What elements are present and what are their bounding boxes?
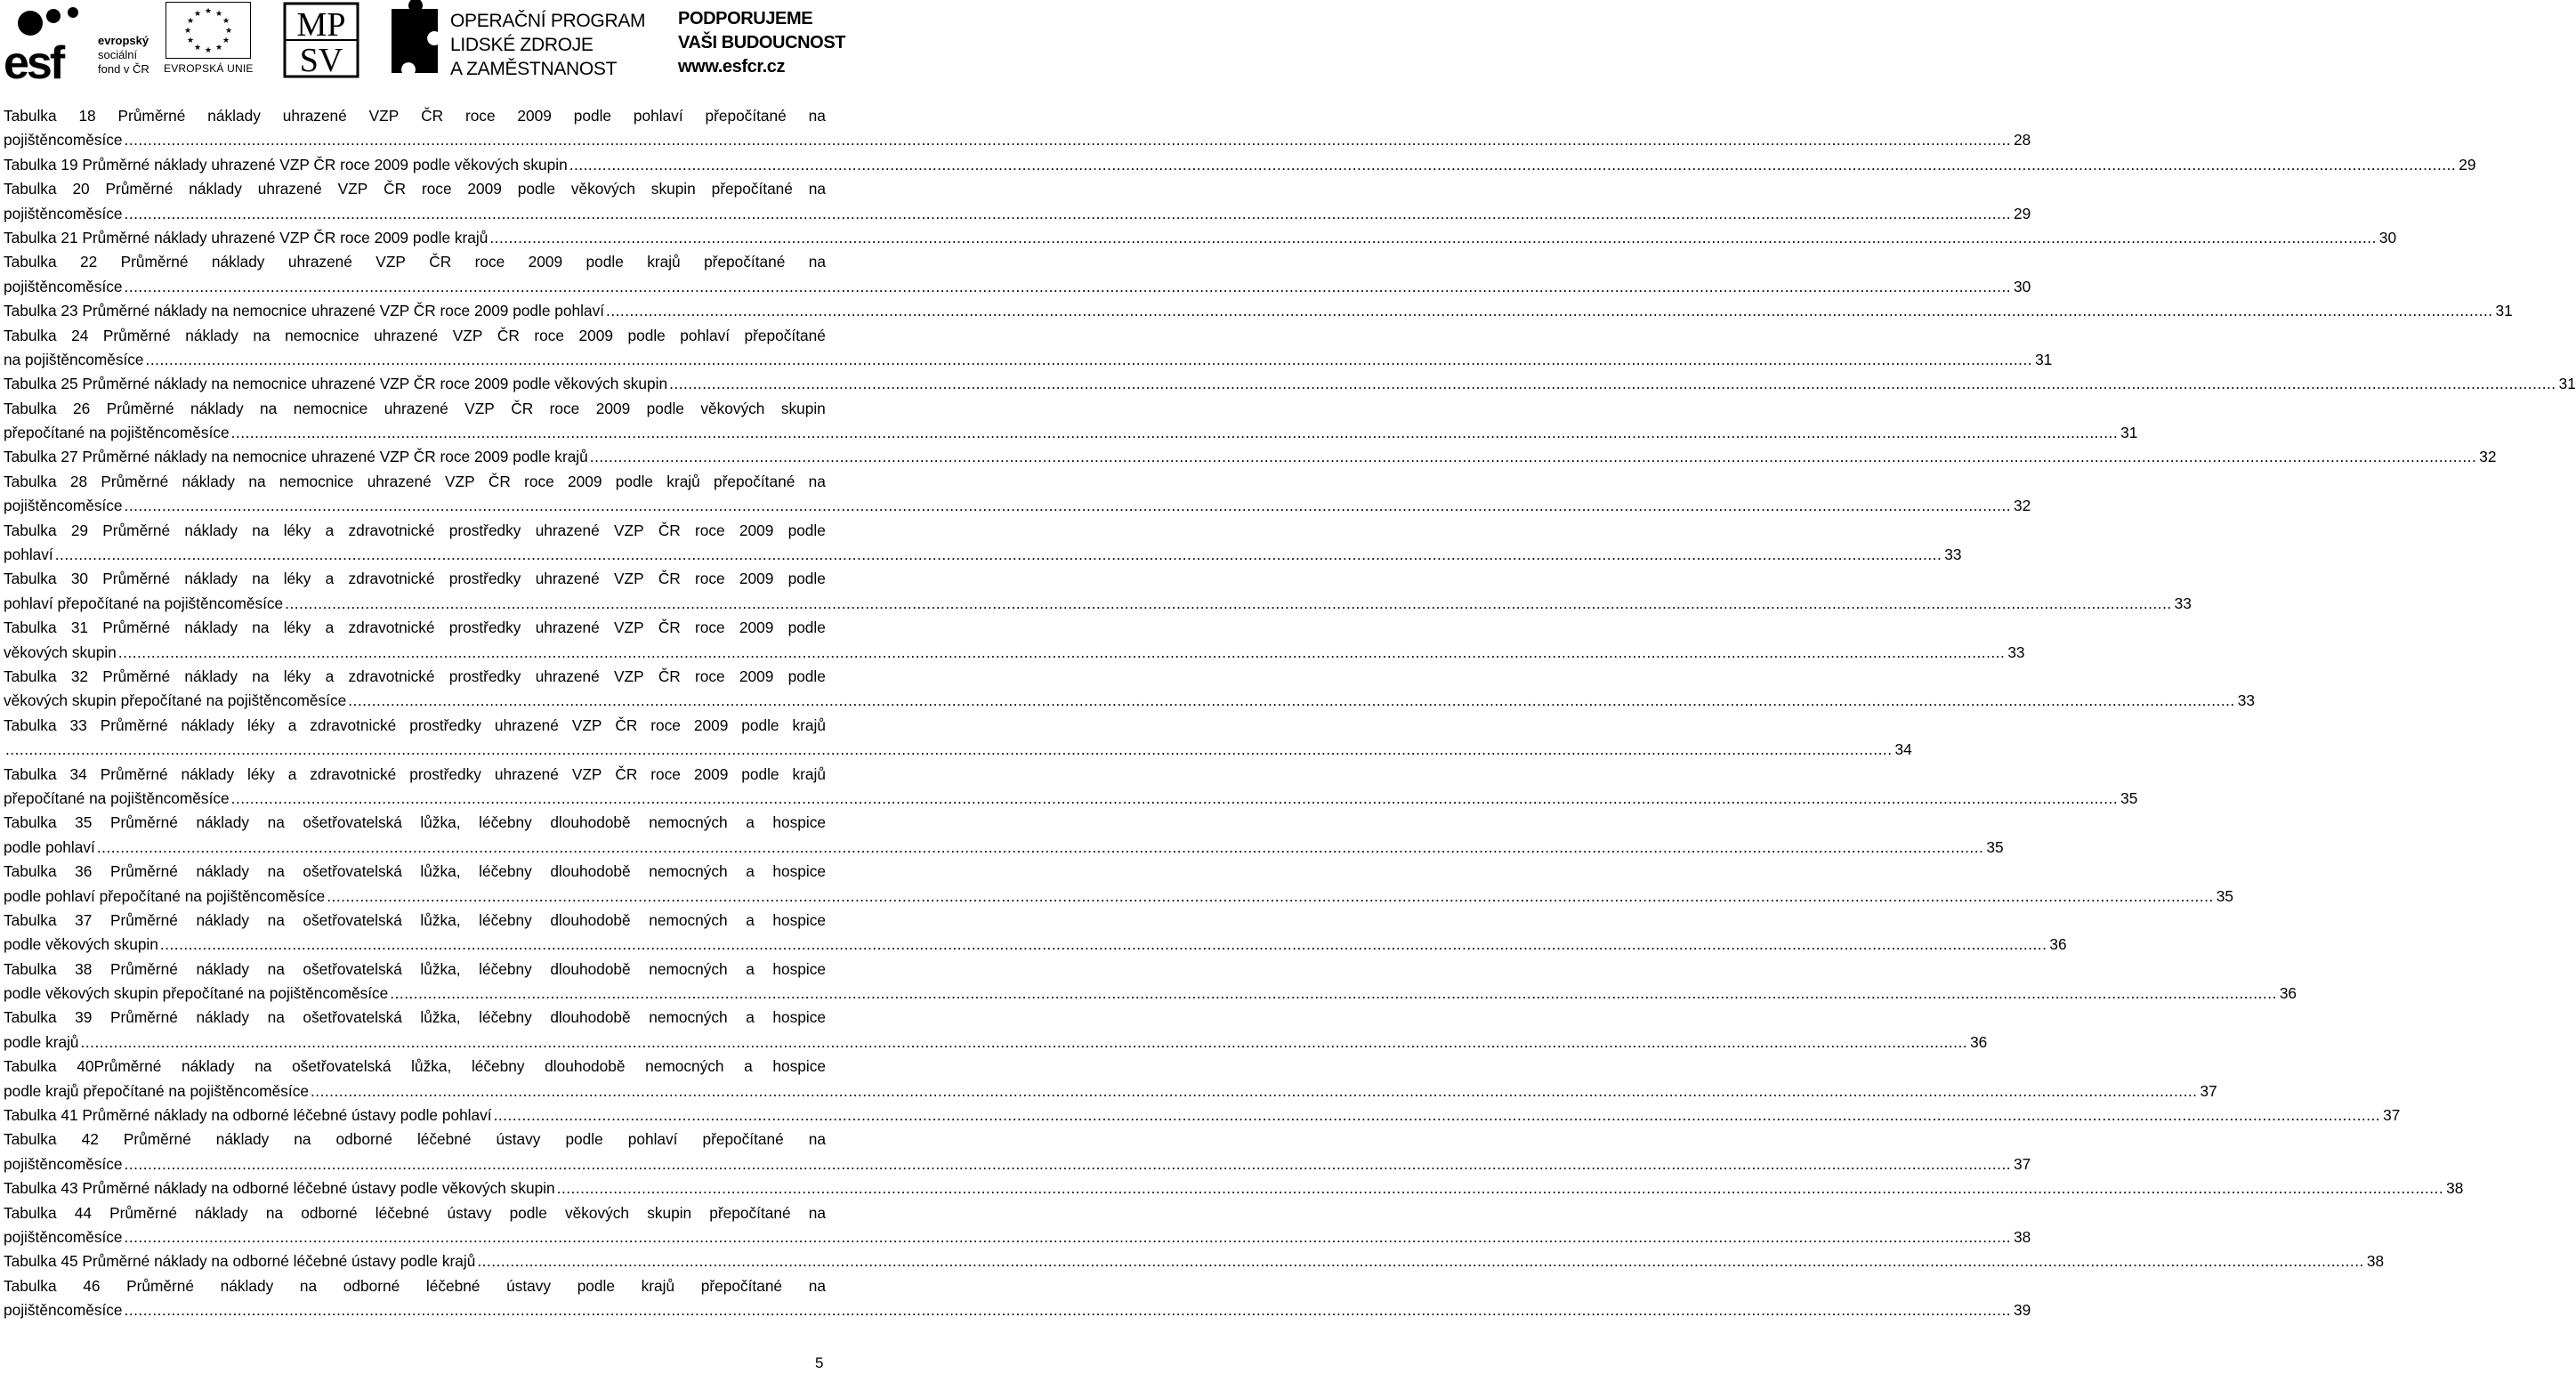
toc-entry[interactable] [4, 372, 2576, 396]
toc-entry-title: pohlaví [4, 546, 53, 564]
toc-dot-leader: ................................................................................................................................................................................................................................................................................................................................................................................................................ [390, 984, 2277, 1003]
toc-entry[interactable] [4, 470, 2031, 519]
toc-entry-title: Tabulka 41 Průměrné náklady na odborné léčebné ústavy podle pohlaví [4, 1106, 492, 1125]
toc-entry[interactable] [4, 1127, 2031, 1176]
toc-dot-leader: ................................................................................................................................................................................................................................................................................................................................................................................................................ [124, 277, 2012, 295]
toc-entry-line: Tabulka 30 Průměrné náklady na léky a zdravotnické prostředky uhrazené VZP ČR roce 2009 podle [4, 570, 826, 588]
toc-dot-leader: ................................................................................................................................................................................................................................................................................................................................................................................................................ [124, 1227, 2012, 1246]
toc-page-number: 38 [2446, 1179, 2464, 1198]
toc-entry-last-line [4, 299, 2513, 323]
toc-entry-title: pojištěncoměsíce [4, 1301, 123, 1320]
toc-page-number: 37 [2383, 1106, 2401, 1125]
toc-entry-title: pojištěncoměsíce [4, 497, 123, 515]
toc-entry[interactable] [4, 616, 2025, 665]
toc-entry-title: přepočítané na pojištěncoměsíce [4, 788, 230, 807]
toc-dot-leader: ................................................................................................................................................................................................................................................................................................................................................................................................................ [54, 546, 1942, 564]
toc-entry[interactable] [4, 299, 2513, 323]
svg-text:★: ★ [214, 10, 223, 19]
toc-entry-line: Tabulka 31 Průměrné náklady na léky a zdravotnické prostředky uhrazené VZP ČR roce 2009 podle [4, 618, 826, 637]
toc-entry-line: Tabulka 28 Průměrné náklady na nemocnice uhrazené VZP ČR roce 2009 podle krajů přepočítané na [4, 472, 826, 490]
toc-entry-title: přepočítané na pojištěncoměsíce [4, 424, 230, 442]
svg-text:★: ★ [222, 36, 230, 45]
toc-entry-line: Tabulka 33 Průměrné náklady léky a zdravotnické prostředky uhrazené VZP ČR roce 2009 podle krajů [4, 715, 826, 734]
toc-dot-leader: ................................................................................................................................................................................................................................................................................................................................................................................................................ [124, 1301, 2012, 1320]
toc-entry-title: podle pohlaví [4, 837, 95, 856]
svg-text:★: ★ [204, 46, 213, 55]
toc-entry-last-line [4, 1152, 2031, 1176]
toc-dot-leader: ................................................................................................................................................................................................................................................................................................................................................................................................................ [96, 837, 1984, 856]
mpsv-top-text: MP [296, 6, 346, 44]
toc-entry-title: věkových skupin [4, 643, 117, 661]
toc-page-number: 33 [2007, 643, 2025, 661]
toc-dot-leader: ................................................................................................................................................................................................................................................................................................................................................................................................................ [589, 448, 2477, 466]
toc-page-number: 38 [2014, 1227, 2031, 1246]
toc-entry[interactable] [4, 519, 1962, 568]
esf-line-2: sociální [98, 48, 138, 61]
op-lzz-logo [388, 5, 655, 80]
toc-page-number: 38 [2366, 1252, 2385, 1271]
toc-entry-last-line [4, 738, 1912, 762]
toc-entry[interactable] [4, 714, 1912, 763]
toc-entry-last-line [4, 787, 2138, 811]
toc-page-number: 30 [2378, 228, 2397, 247]
toc-entry-line: Tabulka 40Průměrné náklady na ošetřovatelská lůžka, léčebny dlouhodobě nemocných a hospice [4, 1057, 826, 1076]
svg-text:★: ★ [193, 10, 202, 19]
toc-page-number: 28 [2014, 131, 2031, 150]
toc-entry-title: podle krajů přepočítané na pojištěncoměsíce [4, 1081, 309, 1100]
toc-dot-leader: ................................................................................................................................................................................................................................................................................................................................................................................................................ [5, 740, 1893, 759]
svg-text:★: ★ [214, 44, 223, 53]
header-logo-bar [0, 0, 854, 89]
toc-entry-last-line [4, 275, 2031, 299]
toc-entry-line: Tabulka 36 Průměrné náklady na ošetřovatelská lůžka, léčebny dlouhodobě nemocných a hospice [4, 862, 826, 881]
toc-entry-last-line [4, 1030, 1988, 1055]
toc-entry-title: Tabulka 45 Průměrné náklady na odborné léčebné ústavy podle krajů [4, 1252, 476, 1271]
toc-entry-last-line [4, 1176, 2464, 1200]
toc-dot-leader: ................................................................................................................................................................................................................................................................................................................................................................................................................ [327, 886, 2214, 905]
toc-entry[interactable] [4, 1103, 2401, 1127]
toc-dot-leader: ................................................................................................................................................................................................................................................................................................................................................................................................................ [348, 691, 2235, 710]
toc-entry-last-line [4, 1225, 2031, 1249]
toc-page-number: 30 [2014, 277, 2031, 295]
toc-entry-line: Tabulka 24 Průměrné náklady na nemocnice uhrazené VZP ČR roce 2009 podle pohlaví přepočítané [4, 326, 826, 344]
toc-dot-leader: ................................................................................................................................................................................................................................................................................................................................................................................................................ [569, 155, 2457, 174]
toc-entry-last-line [4, 226, 2397, 250]
op-line-3: A ZAMĚSTNANOST [450, 59, 618, 79]
toc-entry-title: Tabulka 27 Průměrné náklady na nemocnice uhrazené VZP ČR roce 2009 podle krajů [4, 448, 588, 466]
toc-entry[interactable] [4, 1249, 2385, 1273]
toc-entry-title: pojištěncoměsíce [4, 204, 123, 222]
toc-entry-last-line [4, 202, 2031, 226]
table-of-contents [4, 104, 2576, 1323]
toc-entry-last-line [4, 1079, 2217, 1103]
svg-text:★: ★ [222, 17, 230, 26]
toc-entry[interactable] [4, 763, 2138, 812]
toc-entry-last-line [4, 982, 2297, 1006]
toc-page-number: 35 [1986, 837, 2004, 856]
toc-entry-title: pohlaví přepočítané na pojištěncoměsíce [4, 594, 284, 612]
toc-page-number: 39 [2014, 1301, 2031, 1320]
toc-entry-last-line [4, 641, 2025, 665]
mpsv-bottom-text: SV [299, 42, 343, 79]
mpsv-logo-icon [283, 2, 359, 78]
toc-page-number: 34 [1894, 740, 1912, 759]
toc-entry-line: Tabulka 38 Průměrné náklady na ošetřovatelská lůžka, léčebny dlouhodobě nemocných a hospice [4, 959, 826, 978]
toc-entry-last-line [4, 836, 2004, 860]
toc-entry-line: Tabulka 20 Průměrné náklady uhrazené VZP ČR roce 2009 podle věkových skupin přepočítané na [4, 180, 826, 198]
svg-text:★: ★ [186, 17, 195, 26]
toc-entry-line: Tabulka 32 Průměrné náklady na léky a zdravotnické prostředky uhrazené VZP ČR roce 2009 podle [4, 667, 826, 685]
toc-entry-last-line [4, 543, 1962, 567]
toc-entry-last-line [4, 421, 2138, 445]
toc-dot-leader: ................................................................................................................................................................................................................................................................................................................................................................................................................ [124, 497, 2012, 515]
svg-text:★: ★ [224, 27, 233, 36]
toc-entry-title: pojištěncoměsíce [4, 1227, 123, 1246]
esf-logo-icon [4, 4, 93, 89]
op-line-2: LIDSKÉ ZDROJE [450, 35, 594, 55]
toc-entry-title: podle věkových skupin přepočítané na pojištěncoměsíce [4, 984, 389, 1003]
toc-entry-title: pojištěncoměsíce [4, 277, 123, 295]
toc-dot-leader: ................................................................................................................................................................................................................................................................................................................................................................................................................ [230, 788, 2119, 807]
eu-label: EVROPSKÁ UNIE [164, 62, 254, 75]
toc-page-number: 31 [2035, 350, 2053, 368]
toc-entry[interactable] [4, 250, 2031, 299]
toc-page-number: 33 [1944, 546, 1962, 564]
toc-entry-last-line [4, 1103, 2401, 1127]
toc-dot-leader: ................................................................................................................................................................................................................................................................................................................................................................................................................ [606, 302, 2493, 320]
toc-dot-leader: ................................................................................................................................................................................................................................................................................................................................................................................................................ [230, 424, 2119, 442]
toc-entry[interactable] [4, 909, 2067, 958]
toc-page-number: 36 [1970, 1032, 1988, 1051]
toc-entry[interactable] [4, 177, 2031, 226]
toc-entry-title: podle krajů [4, 1032, 79, 1051]
op-line-1: OPERAČNÍ PROGRAM [450, 11, 646, 31]
toc-entry[interactable] [4, 104, 2031, 153]
toc-entry-title: na pojištěncoměsíce [4, 350, 144, 368]
toc-entry[interactable] [4, 1274, 2031, 1323]
toc-dot-leader: ................................................................................................................................................................................................................................................................................................................................................................................................................ [669, 375, 2556, 393]
toc-dot-leader: ................................................................................................................................................................................................................................................................................................................................................................................................................ [285, 594, 2172, 612]
toc-entry-title: Tabulka 23 Průměrné náklady na nemocnice uhrazené VZP ČR roce 2009 podle pohlaví [4, 302, 605, 320]
toc-entry-line: Tabulka 44 Průměrné náklady na odborné léčebné ústavy podle věkových skupin přepočítané na [4, 1203, 826, 1222]
toc-entry-line: Tabulka 26 Průměrné náklady na nemocnice uhrazené VZP ČR roce 2009 podle věkových skupin [4, 399, 826, 417]
toc-entry-title: Tabulka 43 Průměrné náklady na odborné léčebné ústavy podle věkových skupin [4, 1179, 555, 1198]
svg-text:esf: esf [4, 37, 63, 89]
toc-entry-last-line [4, 153, 2476, 177]
support-line-1: PODPORUJEME [678, 9, 813, 28]
toc-entry[interactable] [4, 1055, 2217, 1103]
toc-entry-title: pojištěncoměsíce [4, 131, 123, 150]
toc-dot-leader: ................................................................................................................................................................................................................................................................................................................................................................................................................ [159, 935, 2047, 954]
toc-entry-line: Tabulka 18 Průměrné náklady uhrazené VZP ČR roce 2009 podle pohlaví přepočítané na [4, 107, 826, 125]
toc-dot-leader: ................................................................................................................................................................................................................................................................................................................................................................................................................ [124, 131, 2012, 150]
toc-page-number: 33 [2174, 594, 2192, 612]
toc-entry[interactable] [4, 226, 2397, 250]
toc-entry-title: Tabulka 21 Průměrné náklady uhrazené VZP ČR roce 2009 podle krajů [4, 228, 489, 247]
toc-entry[interactable] [4, 958, 2297, 1006]
toc-entry-last-line [4, 372, 2576, 396]
toc-entry[interactable] [4, 445, 2497, 469]
toc-page-number: 35 [2120, 788, 2138, 807]
esf-logo [4, 2, 160, 89]
support-slogan [678, 7, 854, 82]
toc-entry[interactable] [4, 153, 2476, 177]
toc-entry-title: Tabulka 25 Průměrné náklady na nemocnice uhrazené VZP ČR roce 2009 podle věkových skupin [4, 375, 668, 393]
toc-entry[interactable] [4, 1201, 2031, 1250]
svg-text:★: ★ [193, 44, 202, 53]
toc-entry-title: pojištěncoměsíce [4, 1154, 123, 1173]
page-number: 5 [815, 1354, 824, 1371]
toc-entry[interactable] [4, 1006, 1988, 1055]
esf-line-3: fond v ČR [98, 62, 149, 76]
toc-entry-title: věkových skupin přepočítané na pojištěncoměsíce [4, 691, 347, 710]
toc-page-number: 37 [2200, 1081, 2217, 1100]
toc-entry-last-line [4, 592, 2192, 616]
toc-dot-leader: ................................................................................................................................................................................................................................................................................................................................................................................................................ [310, 1081, 2198, 1100]
toc-page-number: 35 [2216, 886, 2233, 905]
toc-page-number: 32 [2014, 497, 2031, 515]
mpsv-logo [283, 2, 359, 78]
toc-entry-line: Tabulka 34 Průměrné náklady léky a zdravotnické prostředky uhrazené VZP ČR roce 2009 podle krajů [4, 764, 826, 783]
toc-entry[interactable] [4, 567, 2192, 616]
toc-dot-leader: ................................................................................................................................................................................................................................................................................................................................................................................................................ [124, 1154, 2012, 1173]
toc-entry-line: Tabulka 42 Průměrné náklady na odborné léčebné ústavy podle pohlaví přepočítané na [4, 1130, 826, 1149]
toc-entry-last-line [4, 494, 2031, 518]
toc-page-number: 32 [2479, 448, 2497, 466]
toc-entry-line: Tabulka 22 Průměrné náklady uhrazené VZP ČR roce 2009 podle krajů přepočítané na [4, 253, 826, 271]
toc-entry-line: Tabulka 46 Průměrné náklady na odborné léčebné ústavy podle krajů přepočítané na [4, 1276, 826, 1295]
toc-entry[interactable] [4, 397, 2138, 446]
toc-dot-leader: ................................................................................................................................................................................................................................................................................................................................................................................................................ [124, 204, 2012, 222]
toc-dot-leader: ................................................................................................................................................................................................................................................................................................................................................................................................................ [493, 1106, 2381, 1125]
toc-dot-leader: ................................................................................................................................................................................................................................................................................................................................................................................................................ [556, 1179, 2444, 1198]
toc-entry-title: Tabulka 19 Průměrné náklady uhrazené VZP ČR roce 2009 podle věkových skupin [4, 155, 568, 174]
toc-dot-leader: ................................................................................................................................................................................................................................................................................................................................................................................................................ [117, 643, 2006, 661]
toc-entry[interactable] [4, 1176, 2464, 1200]
toc-entry-last-line [4, 933, 2067, 957]
toc-page-number: 31 [2558, 375, 2576, 393]
toc-page-number: 33 [2237, 691, 2255, 710]
esf-line-1: evropský [98, 34, 149, 47]
toc-entry-last-line [4, 445, 2497, 469]
toc-entry-last-line [4, 1298, 2031, 1322]
toc-page-number: 37 [2014, 1154, 2031, 1173]
toc-entry[interactable] [4, 324, 2053, 373]
toc-page-number: 36 [2049, 935, 2067, 954]
toc-entry-last-line [4, 128, 2031, 152]
toc-dot-leader: ................................................................................................................................................................................................................................................................................................................................................................................................................ [80, 1032, 1968, 1051]
toc-dot-leader: ................................................................................................................................................................................................................................................................................................................................................................................................................ [477, 1252, 2364, 1271]
toc-entry[interactable] [4, 811, 2004, 860]
toc-dot-leader: ................................................................................................................................................................................................................................................................................................................................................................................................................ [145, 350, 2033, 368]
toc-entry-title: podle pohlaví přepočítané na pojištěncoměsíce [4, 886, 326, 905]
toc-entry-last-line [4, 348, 2053, 372]
toc-entry-line: Tabulka 37 Průměrné náklady na ošetřovatelská lůžka, léčebny dlouhodobě nemocných a hospice [4, 910, 826, 929]
toc-dot-leader: ................................................................................................................................................................................................................................................................................................................................................................................................................ [489, 228, 2377, 247]
toc-entry-title: podle věkových skupin [4, 935, 158, 954]
toc-entry-line: Tabulka 39 Průměrné náklady na ošetřovatelská lůžka, léčebny dlouhodobě nemocných a hospice [4, 1008, 826, 1027]
eu-flag-icon [166, 2, 251, 59]
toc-entry[interactable] [4, 860, 2233, 909]
toc-page-number: 29 [2459, 155, 2476, 174]
toc-page-number: 36 [2279, 984, 2297, 1003]
toc-page-number: 31 [2495, 302, 2513, 320]
support-line-2: VAŠI BUDOUCNOST [678, 33, 846, 53]
support-url: www.esfcr.cz [678, 57, 786, 77]
toc-entry-last-line [4, 1249, 2385, 1273]
svg-text:★: ★ [204, 7, 213, 16]
toc-entry-last-line [4, 885, 2233, 909]
eu-logo [162, 2, 254, 78]
toc-entry-last-line [4, 689, 2255, 713]
svg-text:★: ★ [186, 36, 195, 45]
toc-page-number: 31 [2120, 424, 2138, 442]
toc-entry[interactable] [4, 665, 2255, 714]
svg-text:★: ★ [183, 27, 192, 36]
puzzle-icon [388, 5, 441, 77]
toc-page-number: 29 [2014, 204, 2031, 222]
toc-entry-line: Tabulka 29 Průměrné náklady na léky a zdravotnické prostředky uhrazené VZP ČR roce 2009 podle [4, 521, 826, 539]
toc-entry-line: Tabulka 35 Průměrné náklady na ošetřovatelská lůžka, léčebny dlouhodobě nemocných a hospice [4, 813, 826, 832]
